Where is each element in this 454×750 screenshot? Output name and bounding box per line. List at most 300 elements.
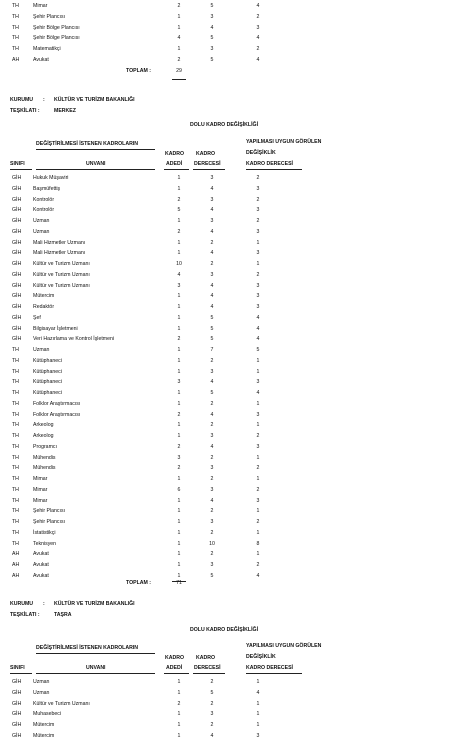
sinif-cell: TH [12, 24, 19, 31]
adet-cell: 1 [177, 304, 181, 310]
sinif-cell: AH [12, 572, 20, 579]
unvan-cell: Kontrolör [33, 207, 55, 214]
derece-cell: 2 [210, 454, 214, 461]
tasra-header-sinif: SINIFI [10, 665, 25, 671]
unvan-cell: Folklor Araştırmacısı [33, 400, 81, 407]
sinif-cell: TH [12, 422, 19, 429]
sinif-cell: TH [12, 390, 19, 396]
adet-cell: 1 [177, 175, 181, 181]
adet-cell: 1 [177, 218, 181, 224]
adet-cell: 1 [177, 679, 181, 685]
unvan-cell: Veri Hazırlama ve Kontrol İşletmeni [33, 336, 115, 343]
sinif-cell: AH [12, 551, 20, 558]
unvan-cell: Kültür ve Turizm Uzmanı [33, 271, 90, 278]
unvan-cell: Kütüphaneci [33, 357, 62, 364]
adet-cell: 1 [177, 689, 181, 696]
unvan-cell: Mütercim [33, 293, 55, 300]
derece-cell: 2 [210, 679, 214, 685]
unvan-cell: Şehir Plancısı [33, 519, 66, 525]
unvan-cell: Uzman [33, 689, 50, 696]
yeni-derece-cell: 3 [256, 185, 260, 192]
yeni-derece-cell: 1 [256, 508, 260, 515]
yeni-derece-cell: 3 [256, 379, 260, 386]
yeni-derece-cell: 8 [256, 540, 260, 547]
tasra-derecesi-underline [193, 673, 225, 674]
sinif-cell: GİH [12, 711, 22, 718]
adet-cell: 1 [177, 239, 181, 246]
adet-cell: 2 [177, 228, 181, 235]
unvan-cell: Mimar [33, 476, 48, 482]
yeni-derece-cell: 2 [256, 13, 260, 20]
sinif-cell: GİH [12, 239, 22, 246]
yeni-derece-cell: 2 [256, 433, 260, 439]
unvan-cell: Uzman [33, 218, 50, 224]
derece-cell: 3 [210, 13, 214, 20]
derece-cell: 4 [210, 443, 214, 450]
sinif-cell: GİH [12, 314, 22, 321]
adet-cell: 2 [177, 700, 181, 707]
yeni-derece-cell: 2 [256, 519, 260, 525]
derece-cell: 4 [210, 250, 214, 257]
tasra-sinif-underline [10, 673, 32, 674]
yeni-derece-cell: 1 [256, 722, 260, 729]
sinif-cell: TH [12, 411, 19, 418]
merkez-header-left-underline [36, 149, 155, 150]
unvan-cell: Teknisyen [33, 540, 57, 547]
unvan-cell: Mimar [33, 3, 48, 9]
yeni-derece-cell: 3 [256, 250, 260, 257]
adet-cell: 1 [177, 390, 181, 396]
sinif-cell: TH [12, 46, 19, 53]
unvan-cell: Kütüphaneci [33, 379, 62, 386]
top-total-value: 29 [176, 68, 182, 74]
adet-cell: 6 [177, 486, 181, 493]
yeni-derece-cell: 4 [256, 689, 260, 696]
adet-cell: 1 [177, 293, 181, 300]
derece-cell: 3 [210, 46, 214, 53]
merkez-kurum-label: KURUMU [10, 97, 34, 103]
derece-cell: 3 [210, 368, 214, 375]
table-row [0, 570, 454, 582]
sinif-cell: TH [12, 13, 19, 20]
adet-cell: 1 [177, 347, 181, 353]
adet-cell: 1 [177, 368, 181, 375]
unvan-cell: Kültür ve Turizm Uzmanı [33, 700, 90, 707]
sinif-cell: GİH [12, 196, 22, 203]
adet-cell: 1 [177, 13, 181, 20]
derece-cell: 5 [210, 35, 214, 42]
sinif-cell: GİH [12, 250, 22, 257]
unvan-cell: Matematikçi [33, 46, 61, 53]
yeni-derece-cell: 2 [256, 46, 260, 53]
adet-cell: 1 [177, 433, 181, 439]
merkez-adedi-underline [164, 169, 189, 170]
derece-cell: 5 [210, 336, 214, 343]
sinif-cell: TH [12, 519, 19, 525]
adet-cell: 3 [177, 454, 181, 461]
table-row [0, 730, 454, 742]
adet-cell: 2 [177, 411, 181, 418]
adet-cell: 4 [177, 271, 181, 278]
yeni-derece-cell: 4 [256, 314, 260, 321]
sinif-cell: TH [12, 433, 19, 439]
unvan-cell: Mütercim [33, 733, 55, 739]
sinif-cell: TH [12, 486, 19, 493]
derece-cell: 3 [210, 465, 214, 472]
unvan-cell: İstatistikçi [33, 529, 56, 536]
adet-cell: 1 [177, 250, 181, 257]
tasra-kurum-label: KURUMU [10, 601, 34, 607]
tasra-header-right-2: DEĞİŞİKLİK [246, 654, 276, 660]
derece-cell: 4 [210, 379, 214, 386]
adet-cell: 1 [177, 572, 181, 579]
total-underline [172, 79, 186, 80]
adet-cell: 3 [177, 379, 181, 386]
derece-cell: 4 [210, 304, 214, 310]
yeni-derece-cell: 2 [256, 562, 260, 568]
derece-cell: 2 [210, 239, 214, 246]
sinif-cell: TH [12, 400, 19, 407]
yeni-derece-cell: 3 [256, 207, 260, 214]
derece-cell: 3 [210, 486, 214, 493]
adet-cell: 2 [177, 443, 181, 450]
yeni-derece-cell: 3 [256, 497, 260, 504]
merkez-header-kadro1: KADRO [165, 151, 185, 157]
sinif-cell: TH [12, 3, 19, 9]
yeni-derece-cell: 3 [256, 282, 260, 289]
unvan-cell: Mimar [33, 486, 48, 493]
merkez-header-sinif: SINIFI [10, 161, 25, 167]
adet-cell: 4 [177, 35, 181, 42]
derece-cell: 2 [210, 529, 214, 536]
unvan-cell: Uzman [33, 228, 50, 235]
derece-cell: 3 [210, 433, 214, 439]
adet-cell: 2 [177, 465, 181, 472]
yeni-derece-cell: 1 [256, 476, 260, 482]
adet-cell: 2 [177, 57, 181, 63]
sinif-cell: GİH [12, 271, 22, 278]
unvan-cell: Başmüfettiş [33, 185, 61, 192]
yeni-derece-cell: 2 [256, 271, 260, 278]
yeni-derece-cell: 3 [256, 24, 260, 31]
merkez-total-value: 71 [176, 580, 182, 586]
tasra-teskilat-label: TEŞKİLATI : [10, 612, 40, 618]
merkez-derecesi-underline [193, 169, 225, 170]
tasra-section-title: DOLU KADRO DEĞİŞİKLİĞİ [190, 627, 259, 633]
yeni-derece-cell: 2 [256, 218, 260, 224]
tasra-header-adedi: ADEDİ [166, 665, 183, 671]
adet-cell: 1 [177, 562, 181, 568]
tasra-kurum-value: KÜLTÜR VE TURİZM BAKANLIĞI [54, 601, 135, 607]
derece-cell: 2 [210, 400, 214, 407]
sinif-cell: TH [12, 454, 19, 461]
derece-cell: 3 [210, 175, 214, 181]
unvan-cell: Bilgisayar İşletmeni [33, 325, 78, 332]
unvan-cell: Mühendis [33, 454, 56, 461]
derece-cell: 4 [210, 293, 214, 300]
adet-cell: 1 [177, 422, 181, 429]
adet-cell: 3 [177, 282, 181, 289]
sinif-cell: TH [12, 35, 19, 42]
yeni-derece-cell: 3 [256, 304, 260, 310]
derece-cell: 2 [210, 422, 214, 429]
yeni-derece-cell: 1 [256, 700, 260, 707]
yeni-derece-cell: 1 [256, 422, 260, 429]
unvan-cell: Avukat [33, 562, 49, 568]
sinif-cell: TH [12, 508, 19, 515]
adet-cell: 1 [177, 314, 181, 321]
adet-cell: 1 [177, 357, 181, 364]
adet-cell: 1 [177, 46, 181, 53]
tasra-header-right-1: YAPILMASI UYGUN GÖRÜLEN [246, 643, 322, 649]
sinif-cell: TH [12, 529, 19, 536]
yeni-derece-cell: 4 [256, 336, 260, 343]
derece-cell: 4 [210, 207, 214, 214]
unvan-cell: Muhasebeci [33, 711, 61, 718]
sinif-cell: GİH [12, 207, 22, 214]
merkez-header-kadro2: KADRO [196, 151, 216, 157]
adet-cell: 10 [176, 261, 182, 267]
sinif-cell: GİH [12, 304, 22, 310]
unvan-cell: Kültür ve Turizm Uzmanı [33, 261, 90, 267]
unvan-cell: Avukat [33, 572, 49, 579]
adet-cell: 1 [177, 185, 181, 192]
merkez-section-title: DOLU KADRO DEĞİŞİKLİĞİ [190, 122, 259, 128]
adet-cell: 2 [177, 3, 181, 9]
derece-cell: 3 [210, 519, 214, 525]
table-row [0, 54, 454, 66]
merkez-header-right-1: YAPILMASI UYGUN GÖRÜLEN [246, 139, 322, 145]
adet-cell: 5 [177, 207, 181, 214]
sinif-cell: GİH [12, 282, 22, 289]
derece-cell: 5 [210, 314, 214, 321]
adet-cell: 1 [177, 508, 181, 515]
merkez-total-label: TOPLAM : [126, 580, 151, 586]
unvan-cell: Avukat [33, 551, 49, 558]
sinif-cell: GİH [12, 228, 22, 235]
derece-cell: 2 [210, 700, 214, 707]
adet-cell: 1 [177, 529, 181, 536]
yeni-derece-cell: 4 [256, 572, 260, 579]
unvan-cell: Kontrolör [33, 196, 55, 203]
unvan-cell: Mühendis [33, 465, 56, 472]
sinif-cell: GİH [12, 689, 22, 696]
unvan-cell: Arkeolog [33, 433, 54, 439]
tasra-header-left: DEĞİŞTİRİLMESİ İSTENEN KADROLARIN [36, 645, 139, 651]
merkez-kurum-value: KÜLTÜR VE TURİZM BAKANLIĞI [54, 97, 135, 103]
adet-cell: 1 [177, 325, 181, 332]
sinif-cell: TH [12, 540, 19, 547]
yeni-derece-cell: 3 [256, 293, 260, 300]
derece-cell: 4 [210, 282, 214, 289]
yeni-derece-cell: 4 [256, 57, 260, 63]
yeni-derece-cell: 1 [256, 400, 260, 407]
adet-cell: 1 [177, 540, 181, 547]
unvan-cell: Programcı [33, 443, 57, 450]
unvan-cell: Mali Hizmetler Uzmanı [33, 239, 86, 246]
unvan-cell: Şehir Bölge Plancısı [33, 24, 80, 31]
tasra-adedi-underline [164, 673, 189, 674]
derece-cell: 4 [210, 497, 214, 504]
merkez-kurum-sep: : [43, 97, 45, 103]
unvan-cell: Şehir Plancısı [33, 13, 66, 20]
tasra-header-unvan: UNVANI [86, 665, 106, 671]
yeni-derece-cell: 4 [256, 390, 260, 396]
unvan-cell: Mimar [33, 497, 48, 504]
yeni-derece-cell: 2 [256, 465, 260, 472]
unvan-cell: Uzman [33, 679, 50, 685]
yeni-derece-cell: 2 [256, 486, 260, 493]
derece-cell: 3 [210, 562, 214, 568]
unvan-cell: Mali Hizmetler Uzmanı [33, 250, 86, 257]
derece-cell: 2 [210, 261, 214, 267]
tasra-kurum-sep: : [43, 601, 45, 607]
derece-cell: 2 [210, 722, 214, 729]
sinif-cell: TH [12, 368, 19, 375]
sinif-cell: GİH [12, 679, 22, 685]
derece-cell: 2 [210, 508, 214, 515]
yeni-derece-cell: 4 [256, 3, 260, 9]
adet-cell: 1 [177, 711, 181, 718]
merkez-unvan-underline [36, 169, 155, 170]
adet-cell: 1 [177, 722, 181, 729]
adet-cell: 1 [177, 400, 181, 407]
top-total-label: TOPLAM : [126, 68, 151, 74]
derece-cell: 2 [210, 476, 214, 482]
derece-cell: 5 [210, 689, 214, 696]
sinif-cell: TH [12, 465, 19, 472]
unvan-cell: Uzman [33, 347, 50, 353]
adet-cell: 2 [177, 196, 181, 203]
unvan-cell: Kütüphaneci [33, 390, 62, 396]
sinif-cell: GİH [12, 261, 22, 267]
unvan-cell: Folklor Araştırmacısı [33, 411, 81, 418]
unvan-cell: Mütercim [33, 722, 55, 729]
sinif-cell: TH [12, 476, 19, 482]
yeni-derece-cell: 4 [256, 325, 260, 332]
yeni-derece-cell: 1 [256, 357, 260, 364]
sinif-cell: GİH [12, 218, 22, 224]
yeni-derece-cell: 2 [256, 196, 260, 203]
adet-cell: 1 [177, 24, 181, 31]
unvan-cell: Hukuk Müşaviri [33, 175, 69, 181]
sinif-cell: AH [12, 57, 20, 63]
unvan-cell: Avukat [33, 57, 49, 63]
sinif-cell: GİH [12, 336, 22, 343]
yeni-derece-cell: 1 [256, 454, 260, 461]
tasra-teskilat-value: TAŞRA [54, 612, 72, 618]
tasra-header-left-underline [36, 653, 155, 654]
derece-cell: 3 [210, 218, 214, 224]
yeni-derece-cell: 4 [256, 35, 260, 42]
yeni-derece-cell: 5 [256, 347, 260, 353]
yeni-derece-cell: 3 [256, 411, 260, 418]
adet-cell: 1 [177, 551, 181, 558]
derece-cell: 10 [209, 540, 215, 547]
derece-cell: 5 [210, 3, 214, 9]
unvan-cell: Kütüphaneci [33, 368, 62, 375]
merkez-header-derecesi: DERECESİ [194, 161, 221, 167]
yeni-derece-cell: 3 [256, 733, 260, 739]
derece-cell: 4 [210, 411, 214, 418]
sinif-cell: GİH [12, 185, 22, 192]
unvan-cell: Şehir Bölge Plancısı [33, 35, 80, 42]
derece-cell: 5 [210, 325, 214, 332]
merkez-kadro-derecesi-underline [246, 169, 302, 170]
sinif-cell: TH [12, 379, 19, 386]
merkez-header-kadro-derecesi: KADRO DERECESİ [246, 161, 293, 167]
unvan-cell: Arkeolog [33, 422, 54, 429]
yeni-derece-cell: 1 [256, 679, 260, 685]
tasra-header-derecesi: DERECESİ [194, 665, 221, 671]
tasra-header-kadro-derecesi: KADRO DERECESİ [246, 665, 293, 671]
tasra-header-kadro2: KADRO [196, 655, 216, 661]
sinif-cell: GİH [12, 175, 22, 181]
sinif-cell: TH [12, 497, 19, 504]
derece-cell: 2 [210, 551, 214, 558]
merkez-sinif-underline [10, 169, 32, 170]
yeni-derece-cell: 1 [256, 551, 260, 558]
unvan-cell: Redaktör [33, 304, 55, 310]
sinif-cell: AH [12, 562, 20, 568]
derece-cell: 4 [210, 24, 214, 31]
sinif-cell: TH [12, 357, 19, 364]
derece-cell: 3 [210, 196, 214, 203]
yeni-derece-cell: 2 [256, 175, 260, 181]
merkez-teskilat-label: TEŞKİLATI : [10, 108, 40, 114]
derece-cell: 5 [210, 57, 214, 63]
adet-cell: 2 [177, 336, 181, 343]
sinif-cell: GİH [12, 325, 22, 332]
derece-cell: 3 [210, 271, 214, 278]
derece-cell: 5 [210, 390, 214, 396]
unvan-cell: Şef [33, 314, 41, 321]
yeni-derece-cell: 1 [256, 529, 260, 536]
derece-cell: 4 [210, 185, 214, 192]
merkez-teskilat-value: MERKEZ [54, 108, 76, 114]
yeni-derece-cell: 1 [256, 368, 260, 375]
derece-cell: 5 [210, 572, 214, 579]
adet-cell: 1 [177, 733, 181, 739]
tasra-unvan-underline [36, 673, 155, 674]
derece-cell: 4 [210, 733, 214, 739]
merkez-header-adedi: ADEDİ [166, 161, 183, 167]
yeni-derece-cell: 1 [256, 711, 260, 718]
adet-cell: 1 [177, 519, 181, 525]
yeni-derece-cell: 1 [256, 261, 260, 267]
sinif-cell: TH [12, 347, 19, 353]
merkez-header-right-2: DEĞİŞİKLİK [246, 150, 276, 156]
sinif-cell: GİH [12, 700, 22, 707]
derece-cell: 7 [210, 347, 214, 353]
tasra-kadro-derecesi-underline [246, 673, 302, 674]
unvan-cell: Şehir Plancısı [33, 508, 66, 515]
sinif-cell: TH [12, 443, 19, 450]
merkez-header-left: DEĞİŞTİRİLMESİ İSTENEN KADROLARIN [36, 141, 139, 147]
merkez-header-unvan: UNVANI [86, 161, 106, 167]
sinif-cell: GİH [12, 293, 22, 300]
yeni-derece-cell: 3 [256, 443, 260, 450]
derece-cell: 3 [210, 711, 214, 718]
sinif-cell: GİH [12, 733, 22, 739]
adet-cell: 1 [177, 497, 181, 504]
derece-cell: 4 [210, 228, 214, 235]
yeni-derece-cell: 1 [256, 239, 260, 246]
tasra-header-kadro1: KADRO [165, 655, 185, 661]
yeni-derece-cell: 3 [256, 228, 260, 235]
derece-cell: 2 [210, 357, 214, 364]
unvan-cell: Kültür ve Turizm Uzmanı [33, 282, 90, 289]
